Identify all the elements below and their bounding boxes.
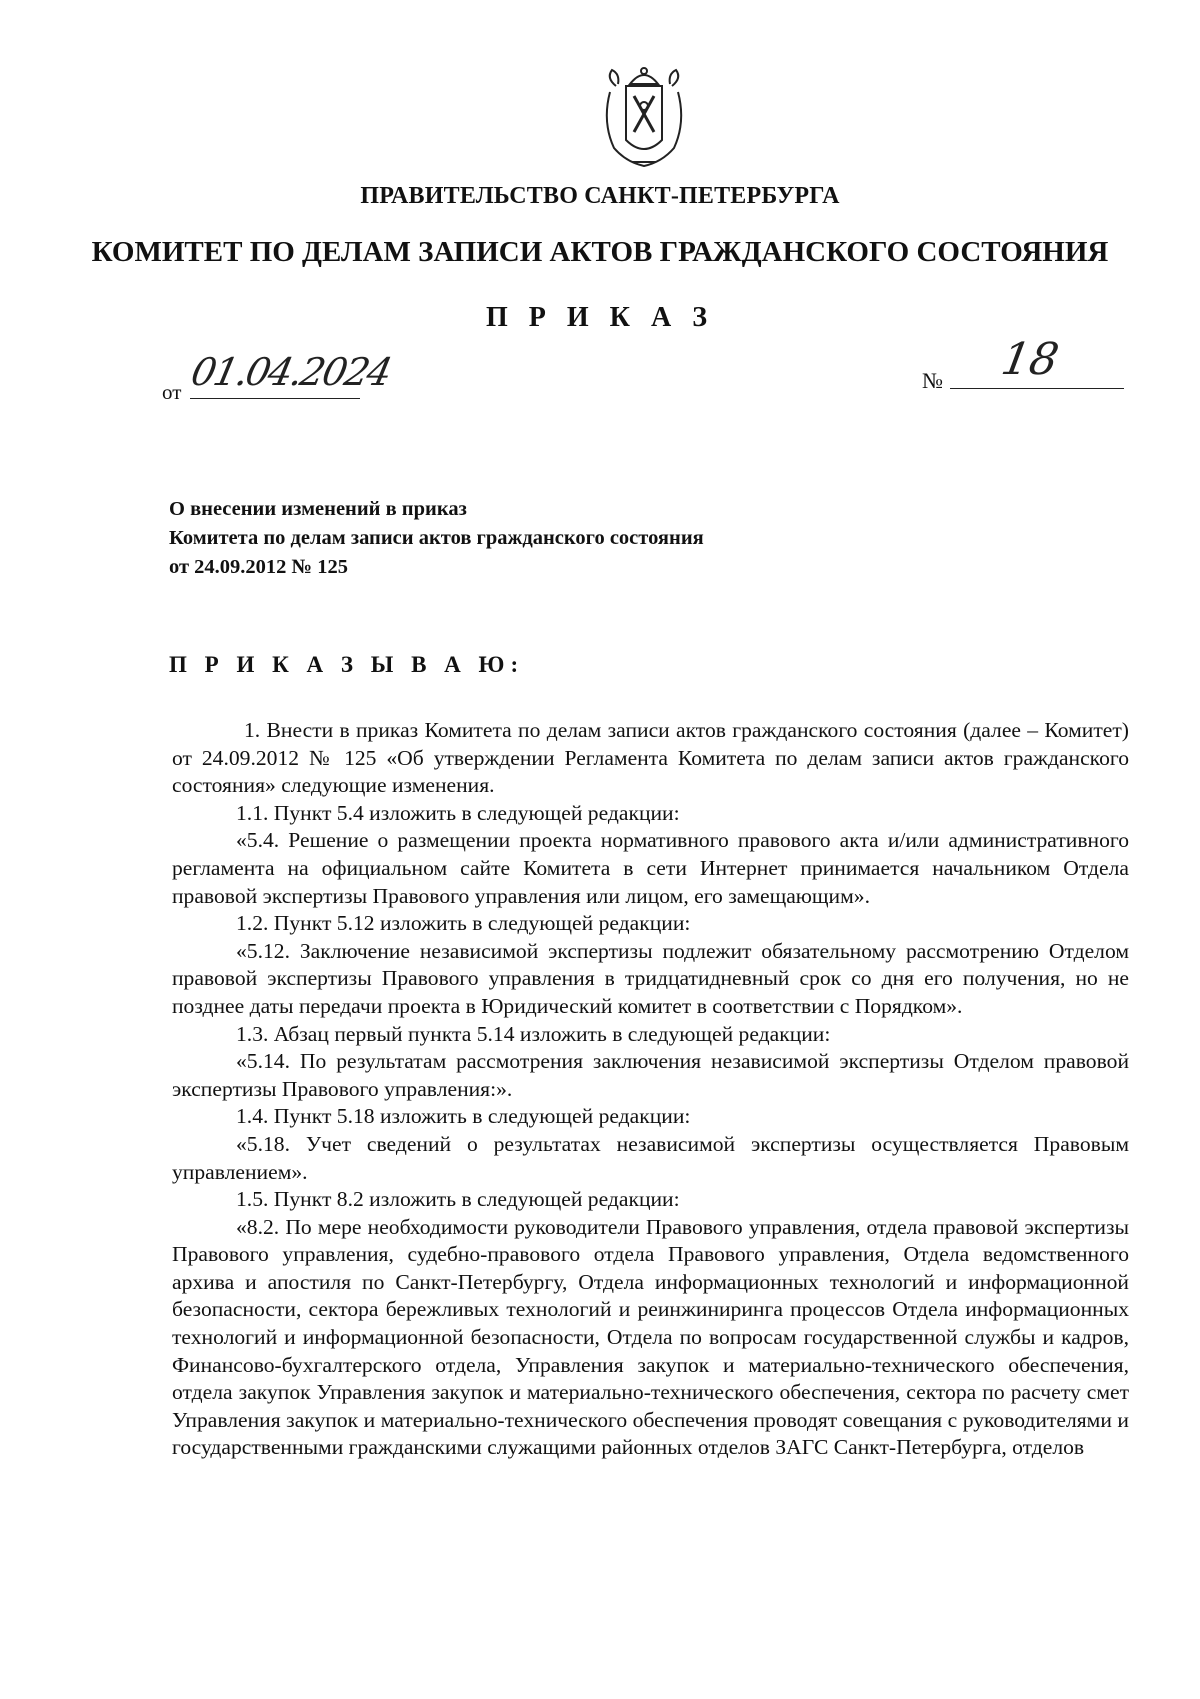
handwritten-date: 01.04.2024 xyxy=(187,350,395,394)
order-subject xyxy=(169,495,704,582)
body-paragraph: «5.14. По результатам рассмотрения заключения независимой экспертизы Отделом правовой экспертизы Правового управления:». xyxy=(172,1049,1129,1101)
committee-heading: КОМИТЕТ ПО ДЕЛАМ ЗАПИСИ АКТОВ ГРАЖДАНСКОГО СОСТОЯНИЯ xyxy=(91,236,1109,268)
subject-line: от 24.09.2012 № 125 xyxy=(169,556,349,578)
body-paragraph: «5.4. Решение о размещении проекта нормативного правового акта и/или административного регламента на официальном сайте Комитета в сети Интернет принимается начальником Отдела правовой экспертизы Правового управления или лицом, его замещающим». xyxy=(172,828,1129,908)
body-paragraph: 1.4. Пункт 5.18 изложить в следующей редакции: xyxy=(236,1104,691,1129)
date-underline xyxy=(190,398,360,399)
body-paragraph: 1.5. Пункт 8.2 изложить в следующей редакции: xyxy=(236,1187,680,1212)
number-underline xyxy=(950,388,1124,389)
handwritten-number: 18 xyxy=(997,334,1063,385)
body-paragraph: «5.12. Заключение независимой экспертизы подлежит обязательному рассмотрению Отделом правовой экспертизы Правового управления в тридцатидневный срок со дня его получения, но не позднее даты передачи проекта в Юридический комитет в соответствии с Порядком». xyxy=(172,938,1129,1018)
subject-line: О внесении изменений в приказ xyxy=(169,498,467,520)
order-body xyxy=(172,717,1129,1462)
body-paragraph: 1.2. Пункт 5.12 изложить в следующей редакции: xyxy=(236,911,691,936)
body-paragraph: «5.18. Учет сведений о результатах независимой экспертизы осуществляется Правовым управлением». xyxy=(172,1131,1129,1184)
body-paragraph: 1. Внести в приказ Комитета по делам записи актов гражданского состояния (далее – Комитет) от 24.09.2012 № 125 «Об утверждении Регламента Комитета по делам записи актов гражданского состояния» следующие изменения. xyxy=(172,718,1129,798)
document-type-title: П Р И К А З xyxy=(486,302,714,333)
orders-heading: П Р И К А З Ы В А Ю: xyxy=(169,652,525,677)
date-prefix: от xyxy=(162,380,182,404)
subject-line: Комитета по делам записи актов гражданского состояния xyxy=(169,527,704,549)
body-paragraph: 1.1. Пункт 5.4 изложить в следующей редакции: xyxy=(236,800,680,825)
body-paragraph: «8.2. По мере необходимости руководители Правового управления, отдела правовой экспертизы Правового управления, судебно-правового отдела Правового управления, Отдела ведомственного архива и апостиля по Санкт-Петербургу, Отдела информационных технологий и информационной безопасности, сектора бережливых технологий и реинжиниринга процессов Отдела информационных технологий и информационной безопасности, Отдела по вопросам государственной службы и кадров, Финансово-бухгалтерского отдела, Управления закупок и материально-технического обеспечения, отдела закупок Управления закупок и материально-технического обеспечения, сектора по расчету смет Управления закупок и материально-технического обеспечения проводят совещания с руководителями и государственными гражданскими служащими районных отделов ЗАГС Санкт-Петербурга, отделов xyxy=(172,1214,1129,1460)
government-heading: ПРАВИТЕЛЬСТВО САНКТ-ПЕТЕРБУРГА xyxy=(360,183,840,209)
number-prefix: № xyxy=(922,368,943,393)
coat-of-arms-icon xyxy=(596,62,692,170)
body-paragraph: 1.3. Абзац первый пункта 5.14 изложить в следующей редакции: xyxy=(236,1021,831,1046)
